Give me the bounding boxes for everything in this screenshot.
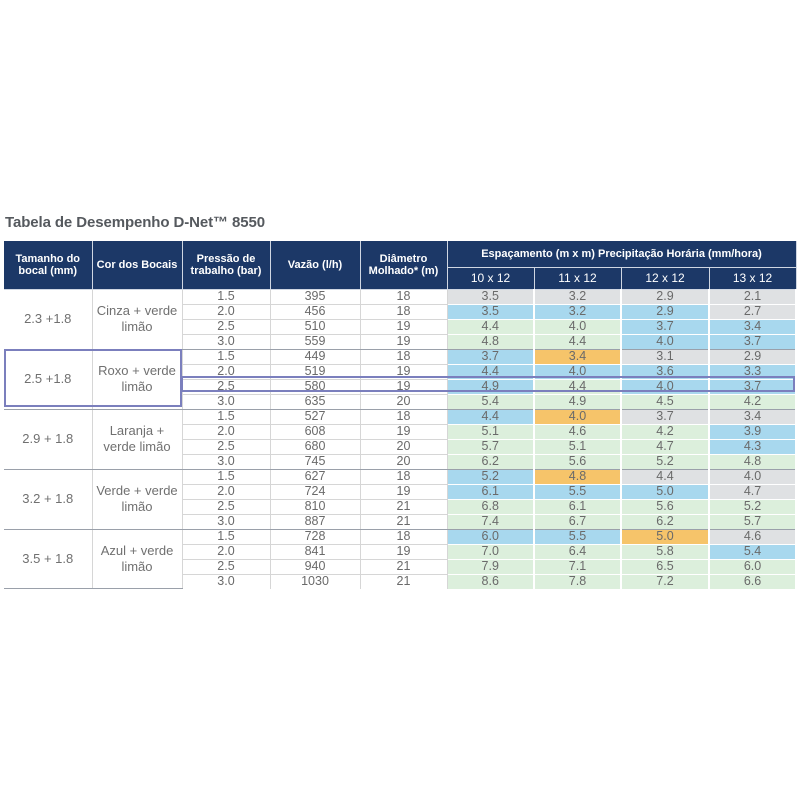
header-flow: Vazão (l/h) xyxy=(270,241,360,289)
precipitation-cell: 4.4 xyxy=(534,379,621,394)
nozzle-color-cell: Laranja + verde limão xyxy=(92,409,182,469)
precipitation-cell: 4.4 xyxy=(447,364,534,379)
nozzle-color-cell: Roxo + verde limão xyxy=(92,349,182,409)
precipitation-cell: 6.5 xyxy=(621,559,709,574)
table-body xyxy=(4,289,796,589)
diameter-cell: 19 xyxy=(360,319,447,334)
precipitation-cell: 3.7 xyxy=(621,319,709,334)
header-nozzle-size: Tamanho do bocal (mm) xyxy=(4,241,92,289)
precipitation-cell: 7.4 xyxy=(447,514,534,529)
header-pressure: Pressão de trabalho (bar) xyxy=(182,241,270,289)
flow-cell: 608 xyxy=(270,424,360,439)
pressure-cell: 2.0 xyxy=(182,484,270,499)
header-spacing-10x12: 10 x 12 xyxy=(447,267,534,289)
precipitation-cell: 4.8 xyxy=(447,334,534,349)
flow-cell: 810 xyxy=(270,499,360,514)
precipitation-cell: 2.9 xyxy=(621,304,709,319)
pressure-cell: 3.0 xyxy=(182,514,270,529)
precipitation-cell: 4.9 xyxy=(534,394,621,409)
precipitation-cell: 4.4 xyxy=(447,319,534,334)
precipitation-cell: 6.2 xyxy=(447,454,534,469)
flow-cell: 940 xyxy=(270,559,360,574)
nozzle-color-cell: Azul + verde limão xyxy=(92,529,182,589)
precipitation-cell: 4.6 xyxy=(534,424,621,439)
precipitation-cell: 3.2 xyxy=(534,289,621,304)
precipitation-cell: 4.0 xyxy=(534,319,621,334)
precipitation-cell: 5.4 xyxy=(447,394,534,409)
nozzle-size-cell: 3.5 + 1.8 xyxy=(4,529,92,589)
precipitation-cell: 3.5 xyxy=(447,304,534,319)
flow-cell: 745 xyxy=(270,454,360,469)
nozzle-size-cell: 3.2 + 1.8 xyxy=(4,469,92,529)
precipitation-cell: 5.7 xyxy=(447,439,534,454)
precipitation-cell: 3.4 xyxy=(709,319,796,334)
flow-cell: 680 xyxy=(270,439,360,454)
precipitation-cell: 3.9 xyxy=(709,424,796,439)
pressure-cell: 1.5 xyxy=(182,409,270,424)
precipitation-cell: 4.6 xyxy=(709,529,796,544)
diameter-cell: 19 xyxy=(360,364,447,379)
diameter-cell: 21 xyxy=(360,559,447,574)
header-spacing-12x12: 12 x 12 xyxy=(621,267,709,289)
table-row xyxy=(4,469,796,484)
precipitation-cell: 4.3 xyxy=(709,439,796,454)
pressure-cell: 2.0 xyxy=(182,544,270,559)
pressure-cell: 3.0 xyxy=(182,574,270,589)
header-spacing: Espaçamento (m x m) Precipitação Horária (mm/hora) xyxy=(447,241,796,267)
precipitation-cell: 5.5 xyxy=(534,484,621,499)
pressure-cell: 2.5 xyxy=(182,499,270,514)
table-row xyxy=(4,349,796,364)
precipitation-cell: 6.1 xyxy=(534,499,621,514)
precipitation-cell: 3.7 xyxy=(709,334,796,349)
precipitation-cell: 2.7 xyxy=(709,304,796,319)
precipitation-cell: 4.4 xyxy=(534,334,621,349)
precipitation-cell: 3.4 xyxy=(709,409,796,424)
nozzle-size-cell: 2.5 +1.8 xyxy=(4,349,92,409)
pressure-cell: 1.5 xyxy=(182,469,270,484)
precipitation-cell: 5.1 xyxy=(447,424,534,439)
performance-table xyxy=(4,241,797,589)
pressure-cell: 1.5 xyxy=(182,529,270,544)
flow-cell: 1030 xyxy=(270,574,360,589)
precipitation-cell: 4.9 xyxy=(447,379,534,394)
precipitation-cell: 5.0 xyxy=(621,529,709,544)
pressure-cell: 3.0 xyxy=(182,394,270,409)
diameter-cell: 21 xyxy=(360,514,447,529)
diameter-cell: 20 xyxy=(360,439,447,454)
precipitation-cell: 4.0 xyxy=(534,409,621,424)
nozzle-color-cell: Verde + verde limão xyxy=(92,469,182,529)
precipitation-cell: 4.2 xyxy=(709,394,796,409)
precipitation-cell: 6.4 xyxy=(534,544,621,559)
precipitation-cell: 4.5 xyxy=(621,394,709,409)
flow-cell: 627 xyxy=(270,469,360,484)
flow-cell: 635 xyxy=(270,394,360,409)
pressure-cell: 2.0 xyxy=(182,364,270,379)
precipitation-cell: 4.0 xyxy=(621,334,709,349)
header-wet-diameter: Diâmetro Molhado* (m) xyxy=(360,241,447,289)
precipitation-cell: 3.7 xyxy=(447,349,534,364)
pressure-cell: 1.5 xyxy=(182,289,270,304)
pressure-cell: 2.5 xyxy=(182,319,270,334)
pressure-cell: 1.5 xyxy=(182,349,270,364)
flow-cell: 449 xyxy=(270,349,360,364)
pressure-cell: 3.0 xyxy=(182,334,270,349)
pressure-cell: 2.0 xyxy=(182,304,270,319)
precipitation-cell: 5.2 xyxy=(621,454,709,469)
diameter-cell: 18 xyxy=(360,289,447,304)
pressure-cell: 2.0 xyxy=(182,424,270,439)
flow-cell: 728 xyxy=(270,529,360,544)
precipitation-cell: 4.8 xyxy=(709,454,796,469)
nozzle-color-cell: Cinza + verde limão xyxy=(92,289,182,349)
precipitation-cell: 4.4 xyxy=(621,469,709,484)
diameter-cell: 19 xyxy=(360,424,447,439)
precipitation-cell: 6.1 xyxy=(447,484,534,499)
flow-cell: 456 xyxy=(270,304,360,319)
table-row xyxy=(4,289,796,304)
precipitation-cell: 2.1 xyxy=(709,289,796,304)
diameter-cell: 18 xyxy=(360,529,447,544)
precipitation-cell: 5.6 xyxy=(621,499,709,514)
precipitation-cell: 7.1 xyxy=(534,559,621,574)
nozzle-size-cell: 2.3 +1.8 xyxy=(4,289,92,349)
precipitation-cell: 6.2 xyxy=(621,514,709,529)
precipitation-cell: 5.7 xyxy=(709,514,796,529)
precipitation-cell: 3.3 xyxy=(709,364,796,379)
table-row xyxy=(4,529,796,544)
diameter-cell: 18 xyxy=(360,469,447,484)
flow-cell: 559 xyxy=(270,334,360,349)
precipitation-cell: 7.8 xyxy=(534,574,621,589)
diameter-cell: 21 xyxy=(360,499,447,514)
page-title: Tabela de Desempenho D-Net™ 8550 xyxy=(5,214,265,231)
precipitation-cell: 5.1 xyxy=(534,439,621,454)
precipitation-cell: 6.8 xyxy=(447,499,534,514)
precipitation-cell: 7.9 xyxy=(447,559,534,574)
precipitation-cell: 4.4 xyxy=(447,409,534,424)
precipitation-cell: 4.0 xyxy=(534,364,621,379)
pressure-cell: 2.5 xyxy=(182,559,270,574)
nozzle-size-cell: 2.9 + 1.8 xyxy=(4,409,92,469)
diameter-cell: 18 xyxy=(360,304,447,319)
flow-cell: 527 xyxy=(270,409,360,424)
precipitation-cell: 5.5 xyxy=(534,529,621,544)
diameter-cell: 20 xyxy=(360,454,447,469)
precipitation-cell: 5.6 xyxy=(534,454,621,469)
flow-cell: 519 xyxy=(270,364,360,379)
diameter-cell: 19 xyxy=(360,544,447,559)
pressure-cell: 2.5 xyxy=(182,379,270,394)
diameter-cell: 18 xyxy=(360,349,447,364)
header-nozzle-color: Cor dos Bocais xyxy=(92,241,182,289)
precipitation-cell: 3.4 xyxy=(534,349,621,364)
precipitation-cell: 4.7 xyxy=(621,439,709,454)
precipitation-cell: 5.2 xyxy=(447,469,534,484)
flow-cell: 510 xyxy=(270,319,360,334)
flow-cell: 724 xyxy=(270,484,360,499)
precipitation-cell: 3.2 xyxy=(534,304,621,319)
diameter-cell: 21 xyxy=(360,574,447,589)
precipitation-cell: 8.6 xyxy=(447,574,534,589)
flow-cell: 887 xyxy=(270,514,360,529)
flow-cell: 841 xyxy=(270,544,360,559)
precipitation-cell: 3.7 xyxy=(709,379,796,394)
precipitation-cell: 5.2 xyxy=(709,499,796,514)
precipitation-cell: 6.6 xyxy=(709,574,796,589)
precipitation-cell: 7.2 xyxy=(621,574,709,589)
precipitation-cell: 4.8 xyxy=(534,469,621,484)
precipitation-cell: 5.4 xyxy=(709,544,796,559)
precipitation-cell: 6.0 xyxy=(447,529,534,544)
flow-cell: 580 xyxy=(270,379,360,394)
pressure-cell: 2.5 xyxy=(182,439,270,454)
table-row xyxy=(4,409,796,424)
precipitation-cell: 4.0 xyxy=(709,469,796,484)
diameter-cell: 19 xyxy=(360,334,447,349)
precipitation-cell: 3.1 xyxy=(621,349,709,364)
precipitation-cell: 4.0 xyxy=(621,379,709,394)
header-spacing-11x12: 11 x 12 xyxy=(534,267,621,289)
precipitation-cell: 2.9 xyxy=(709,349,796,364)
precipitation-cell: 3.7 xyxy=(621,409,709,424)
diameter-cell: 20 xyxy=(360,394,447,409)
pressure-cell: 3.0 xyxy=(182,454,270,469)
header-spacing-13x12: 13 x 12 xyxy=(709,267,796,289)
precipitation-cell: 3.5 xyxy=(447,289,534,304)
diameter-cell: 19 xyxy=(360,484,447,499)
precipitation-cell: 7.0 xyxy=(447,544,534,559)
precipitation-cell: 6.7 xyxy=(534,514,621,529)
precipitation-cell: 4.2 xyxy=(621,424,709,439)
diameter-cell: 18 xyxy=(360,409,447,424)
precipitation-cell: 2.9 xyxy=(621,289,709,304)
precipitation-cell: 4.7 xyxy=(709,484,796,499)
diameter-cell: 19 xyxy=(360,379,447,394)
flow-cell: 395 xyxy=(270,289,360,304)
precipitation-cell: 3.6 xyxy=(621,364,709,379)
precipitation-cell: 6.0 xyxy=(709,559,796,574)
precipitation-cell: 5.8 xyxy=(621,544,709,559)
precipitation-cell: 5.0 xyxy=(621,484,709,499)
